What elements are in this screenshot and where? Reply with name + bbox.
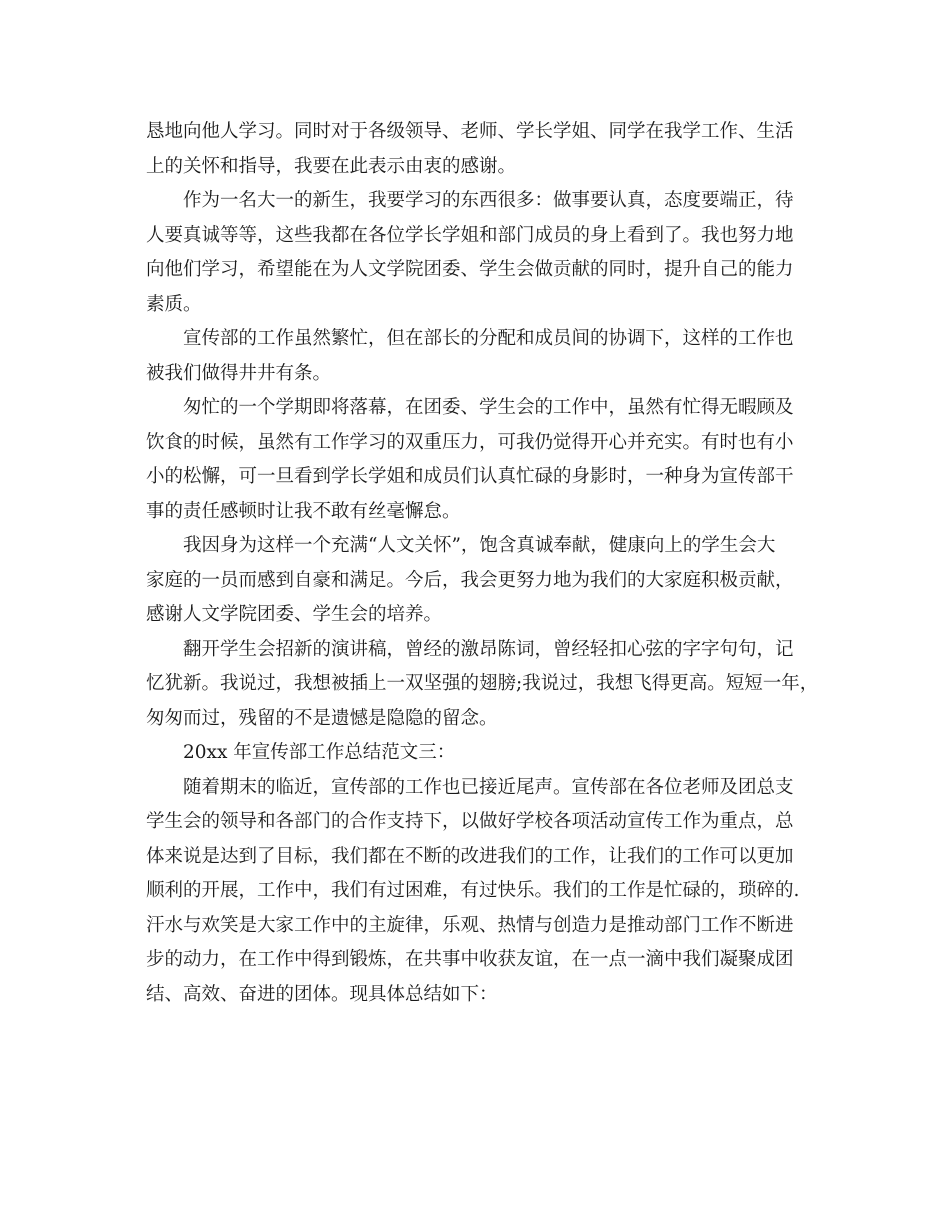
text-line: 被我们做得井井有条。: [146, 362, 332, 384]
document-body: [146, 115, 826, 1012]
text-line: 事的责任感顿时让我不敢有丝毫懈怠。: [146, 500, 461, 522]
paragraph-start-line: 随着期末的临近，宣传部的工作也已接近尾声。宣传部在各位老师及团总支: [183, 776, 794, 798]
text-line: 步的动力，在工作中得到锻炼，在共事中收获友谊，在一点一滴中我们凝聚成团: [146, 949, 794, 970]
text-line: 饮食的时候，虽然有工作学习的双重压力，可我仍觉得开心并充实。有时也有小: [146, 431, 794, 453]
text-line: 结、高效、奋进的团体。现具体总结如下：: [146, 983, 498, 1005]
text-line: 体来说是达到了目标，我们都在不断的改进我们的工作，让我们的工作可以更加: [146, 845, 794, 867]
text-line: 顺利的开展，工作中，我们有过困难，有过快乐。我们的工作是忙碌的，琐碎的.: [146, 880, 800, 901]
paragraph-start-line: 宣传部的工作虽然繁忙，但在部长的分配和成员间的协调下，这样的工作也: [183, 328, 794, 349]
text-line: 学生会的领导和各部门的合作支持下，以做好学校各项活动宣传工作为重点，总: [146, 811, 794, 832]
section-heading: 20xx 年宣传部工作总结范文三：: [183, 742, 456, 763]
text-line: 匆匆而过，残留的不是遗憾是隐隐的留念。: [146, 707, 498, 729]
paragraph-start-line: 匆忙的一个学期即将落幕，在团委、学生会的工作中，虽然有忙得无暇顾及: [183, 397, 794, 418]
text-line: 小的松懈，可一旦看到学长学姐和成员们认真忙碌的身影时，一种身为宣传部干: [146, 466, 794, 487]
text-line: 家庭的一员而感到自豪和满足。今后，我会更努力地为我们的大家庭积极贡献，: [146, 569, 794, 591]
paragraph-start-line: 翻开学生会招新的演讲稿，曾经的激昂陈词，曾经轻扣心弦的字字句句，记: [183, 638, 794, 660]
text-line: 上的关怀和指导，我要在此表示由衷的感谢。: [146, 155, 517, 177]
paragraph-start-line: 我因身为这样一个充满“人文关怀”，饱含真诚奉献，健康向上的学生会大: [183, 535, 776, 556]
text-line: 恳地向他人学习。同时对于各级领导、老师、学长学姐、同学在我学工作、生活: [146, 121, 794, 142]
text-line: 忆犹新。我说过，我想被插上一双坚强的翅膀;我说过，我想飞得更高。短短一年，: [146, 673, 819, 694]
text-line: 人要真诚等等，这些我都在各位学长学姐和部门成员的身上看到了。我也努力地: [146, 224, 794, 246]
text-line: 素质。: [146, 293, 202, 315]
text-line: 感谢人文学院团委、学生会的培养。: [146, 604, 443, 625]
text-line: 向他们学习，希望能在为人文学院团委、学生会做贡献的同时，提升自己的能力: [146, 259, 794, 280]
paragraph-start-line: 作为一名大一的新生，我要学习的东西很多：做事要认真，态度要端正，待: [183, 190, 794, 211]
text-line: 汗水与欢笑是大家工作中的主旋律，乐观、热情与创造力是推动部门工作不断进: [146, 914, 794, 936]
